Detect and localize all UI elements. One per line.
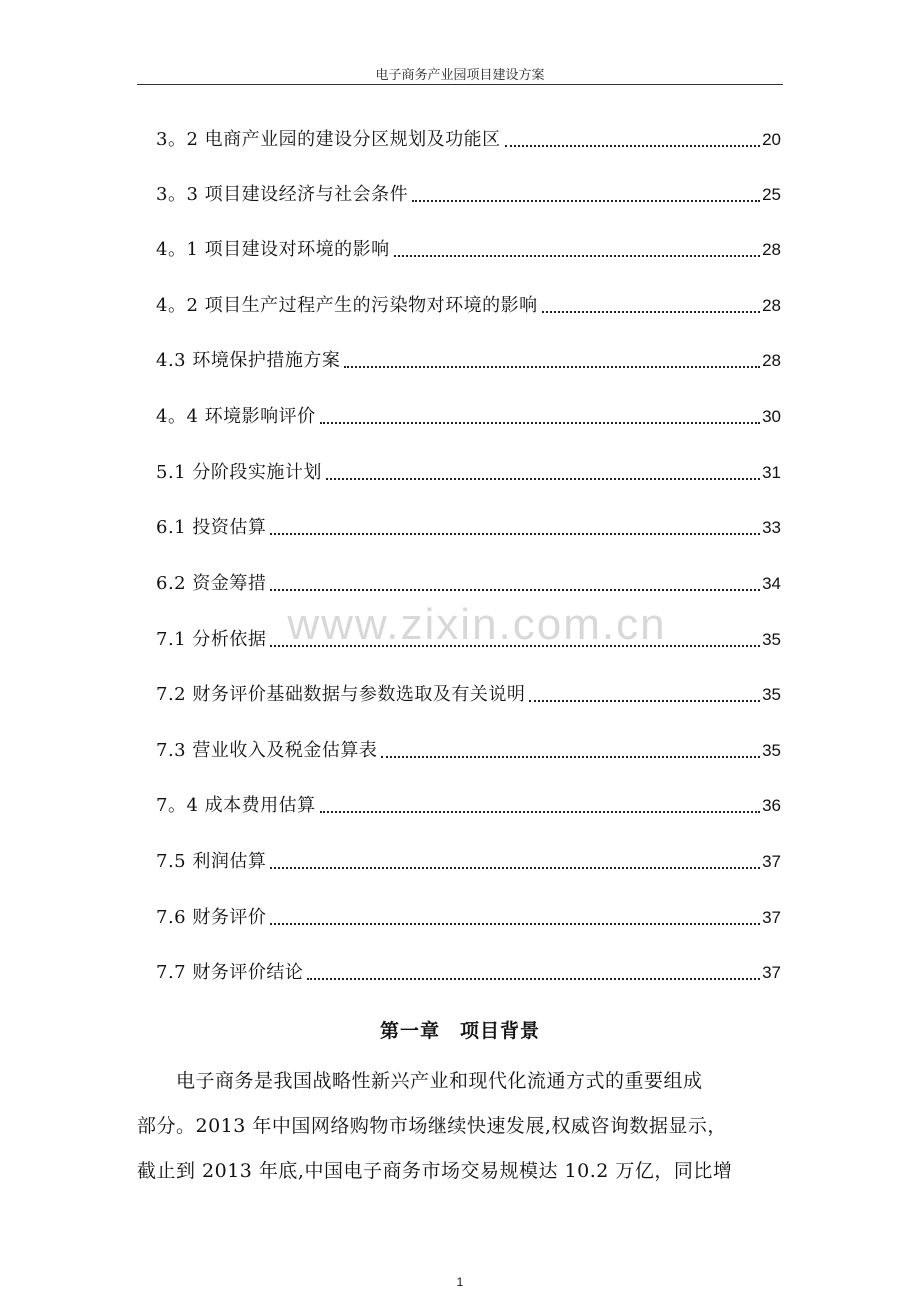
toc-dot-leader <box>270 589 760 591</box>
toc-dot-leader <box>505 145 760 147</box>
toc-entry-page: 33 <box>762 518 781 537</box>
running-header: 电子商务产业园项目建设方案 <box>375 68 545 83</box>
toc-entry-title: 3。2 电商产业园的建设分区规划及功能区 <box>156 129 501 150</box>
toc-entry-page: 35 <box>762 630 781 649</box>
toc-entry-title: 7.1 分析依据 <box>156 629 267 650</box>
toc-entry-title: 7.5 利润估算 <box>156 851 267 872</box>
toc-entry-title: 6.1 投资估算 <box>156 517 267 538</box>
page-number: 1 <box>456 1275 464 1289</box>
toc-entry-page: 37 <box>762 852 781 871</box>
toc-dot-leader <box>270 867 760 869</box>
toc-entry-title: 4。2 项目生产过程产生的污染物对环境的影响 <box>156 295 538 316</box>
toc-entry-page: 37 <box>762 908 781 927</box>
toc-entry-title: 7.6 财务评价 <box>156 907 267 928</box>
toc-entry[interactable] <box>156 900 781 930</box>
toc-entry-title: 6.2 资金筹措 <box>156 573 267 594</box>
watermark-text: www.zixin.com.cn <box>287 600 667 649</box>
toc-entry[interactable] <box>156 733 781 763</box>
toc-entry-page: 28 <box>762 351 781 370</box>
toc-entry-page: 28 <box>762 240 781 259</box>
toc-entry[interactable] <box>156 788 781 818</box>
body-text-line: 部分。2013 年中国网络购物市场继续快速发展,权威咨询数据显示， <box>137 1115 727 1137</box>
toc-entry-page: 35 <box>762 685 781 704</box>
toc-entry-title: 4。1 项目建设对环境的影响 <box>156 239 390 260</box>
toc-entry[interactable] <box>156 177 781 207</box>
chapter-heading: 第一章 项目背景 <box>379 1020 540 1042</box>
toc-entry-page: 37 <box>762 963 781 982</box>
toc-entry[interactable] <box>156 399 781 429</box>
toc-entry-page: 36 <box>762 796 781 815</box>
toc-entry-title: 5.1 分阶段实施计划 <box>156 462 322 483</box>
toc-entry[interactable] <box>156 844 781 874</box>
toc-entry-title: 7.3 营业收入及税金估算表 <box>156 740 378 761</box>
toc-entry[interactable] <box>156 232 781 262</box>
toc-entry[interactable] <box>156 122 781 152</box>
toc-entry[interactable] <box>156 288 781 318</box>
toc-entry-page: 30 <box>762 407 781 426</box>
toc-entry[interactable] <box>156 455 781 485</box>
toc-entry-page: 28 <box>762 296 781 315</box>
body-text-line: 截止到 2013 年底,中国电子商务市场交易规模达 10.2 万亿，同比增 <box>137 1160 733 1182</box>
toc-dot-leader <box>344 366 760 368</box>
toc-entry-page: 20 <box>762 130 781 149</box>
toc-entry-title: 7.2 财务评价基础数据与参数选取及有关说明 <box>156 684 526 705</box>
toc-dot-leader <box>320 811 760 813</box>
toc-dot-leader <box>542 311 760 313</box>
toc-entry[interactable] <box>156 510 781 540</box>
toc-dot-leader <box>320 422 760 424</box>
toc-entry-page: 31 <box>762 463 781 482</box>
toc-entry-title: 7.7 财务评价结论 <box>156 962 304 983</box>
toc-dot-leader <box>270 533 760 535</box>
toc-entry[interactable] <box>156 343 781 373</box>
toc-dot-leader <box>270 923 760 925</box>
toc-entry[interactable] <box>156 566 781 596</box>
toc-entry-title: 4.3 环境保护措施方案 <box>156 350 341 371</box>
toc-dot-leader <box>381 756 760 758</box>
toc-entry-title: 7。4 成本费用估算 <box>156 795 316 816</box>
toc-dot-leader <box>326 478 760 480</box>
toc-entry-page: 34 <box>762 574 781 593</box>
header-divider <box>137 84 783 85</box>
toc-dot-leader <box>394 255 760 257</box>
toc-entry-page: 35 <box>762 741 781 760</box>
toc-entry[interactable] <box>156 677 781 707</box>
toc-entry-title: 3。3 项目建设经济与社会条件 <box>156 184 409 205</box>
toc-dot-leader <box>307 978 760 980</box>
toc-entry[interactable] <box>156 955 781 985</box>
toc-dot-leader <box>412 200 760 202</box>
body-text-line: 电子商务是我国战略性新兴产业和现代化流通方式的重要组成 <box>137 1070 703 1092</box>
toc-entry-page: 25 <box>762 185 781 204</box>
toc-dot-leader <box>529 700 760 702</box>
toc-entry-title: 4。4 环境影响评价 <box>156 406 316 427</box>
